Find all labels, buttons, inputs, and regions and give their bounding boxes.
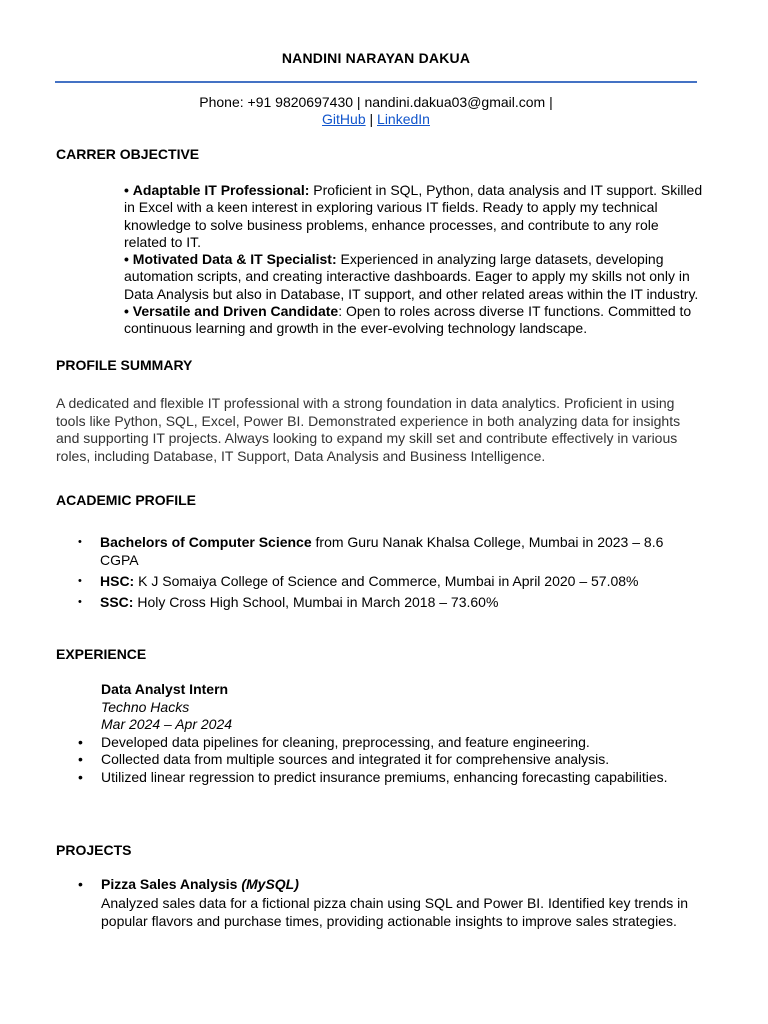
academic-item-title: SSC: (100, 594, 134, 610)
academic-item-title: Bachelors of Computer Science (100, 534, 312, 550)
bullet-icon: • (78, 751, 83, 768)
academic-list (78, 533, 680, 611)
academic-item (78, 533, 680, 569)
job-title: Data Analyst Intern (101, 681, 229, 697)
linkedin-link[interactable]: LinkedIn (377, 111, 430, 127)
experience-bullet (78, 769, 701, 787)
job-dates: Mar 2024 – Apr 2024 (101, 716, 233, 732)
objective-item-text: : Open to roles across diverse IT functions. Committed to continuous learning and growth in the ever-evolving technology landscape. (124, 303, 692, 337)
objective-item-title: Adaptable IT Professional: (132, 182, 310, 198)
objective-item (124, 251, 704, 303)
academic-heading: ACADEMIC PROFILE (56, 492, 196, 508)
project-description: Analyzed sales data for a fictional pizza chain using SQL and Power BI. Identified key trends in popular flavors and purchase times, providing actionable insights to improve sales strategies. (101, 894, 689, 929)
experience-bullet-text: Utilized linear regression to predict insurance premiums, enhancing forecasting capabilities. (101, 769, 668, 786)
profile-links (0, 111, 752, 127)
bullet-icon: • (78, 536, 82, 548)
project-tech: (MySQL) (241, 876, 299, 892)
academic-item-text: Holy Cross High School, Mumbai in March 2018 – 73.60% (133, 594, 499, 610)
experience-bullets (78, 733, 701, 787)
experience-bullet-text: Developed data pipelines for cleaning, preprocessing, and feature engineering. (101, 733, 590, 750)
objective-bullet: • (124, 182, 129, 198)
experience-bullet (78, 751, 701, 769)
link-separator: | (369, 111, 374, 127)
academic-item-title: HSC: (100, 573, 135, 589)
bullet-icon: • (78, 733, 83, 750)
academic-item (78, 593, 680, 611)
contact-line: Phone: +91 9820697430 | nandini.dakua03@gmail.com | (199, 94, 553, 110)
project-title: Pizza Sales Analysis (101, 876, 242, 892)
summary-heading: PROFILE SUMMARY (56, 357, 193, 373)
objective-heading: CARRER OBJECTIVE (56, 146, 200, 162)
objective-item-title: Motivated Data & IT Specialist: (132, 251, 337, 268)
experience-bullet (78, 733, 701, 752)
github-link[interactable]: GitHub (322, 111, 366, 127)
header-divider (55, 81, 697, 83)
experience-heading: EXPERIENCE (56, 646, 147, 662)
bullet-icon: • (78, 596, 82, 608)
bullet-icon: • (78, 769, 83, 786)
objective-item-title: Versatile and Driven Candidate (132, 303, 339, 320)
experience-bullet-text: Collected data from multiple sources and integrated it for comprehensive analysis. (101, 751, 610, 768)
summary-text: A dedicated and flexible IT professional with a strong foundation in data analytics. Proficient in using tools like Python, SQL, Excel, Power BI. Demonstrated experience in both analyzing data for insights and supporting IT projects. Always looking to expand my skill set and contribute effectively in various roles, including Database, IT Support, Data Analysis and Business Intelligence. (56, 395, 681, 464)
experience-entry (78, 681, 701, 787)
objective-item (124, 303, 704, 338)
objective-bullet: • (124, 303, 129, 320)
objective-item-text: Experienced in analyzing large datasets, developing automation scripts, and creating interactive dashboards. Eager to apply my skills not only in Data Analysis but also in Database, IT support, and other related areas within the IT industry. (124, 251, 699, 302)
academic-item (78, 572, 680, 590)
project-item (78, 876, 701, 894)
bullet-icon: • (78, 876, 83, 892)
bullet-icon: • (78, 575, 82, 587)
objective-item (124, 182, 704, 251)
project-entry (78, 876, 701, 930)
company-name: Techno Hacks (101, 698, 190, 715)
objective-section (124, 182, 704, 338)
academic-item-text: from Guru Nanak Khalsa College, Mumbai in 2023 – 8.6 CGPA (100, 534, 664, 568)
projects-heading: PROJECTS (56, 842, 132, 858)
candidate-name: NANDINI NARAYAN DAKUA (281, 50, 471, 66)
objective-item-text: Proficient in SQL, Python, data analysis and IT support. Skilled in Excel with a keen interest in exploring various IT fields. Ready to apply my technical knowledge to solve business problems, enhance processes, and contribute to any role related to IT. (124, 182, 703, 250)
objective-bullet: • (124, 251, 129, 268)
academic-item-text: K J Somaiya College of Science and Commerce, Mumbai in April 2020 – 57.08% (134, 573, 639, 589)
